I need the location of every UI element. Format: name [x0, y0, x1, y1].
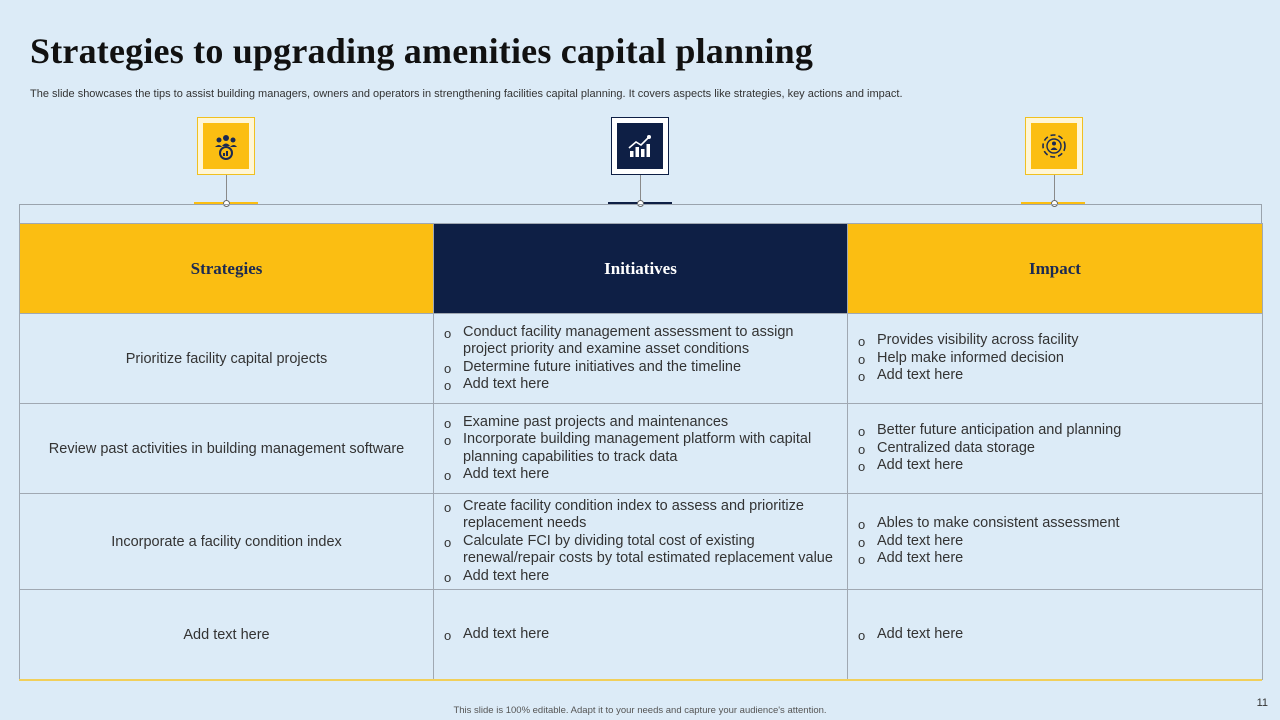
target-person-icon	[1039, 131, 1069, 161]
chart-growth-icon-box	[611, 117, 669, 175]
initiatives-cell	[434, 590, 848, 680]
table-bottom-accent	[19, 679, 1262, 681]
initiative-item: o Conduct facility management assessment to assign project priority and examine asset conditions	[444, 324, 835, 359]
initiatives-cell	[434, 314, 848, 404]
impact-item: o Better future anticipation and planning	[858, 422, 1250, 440]
team-growth-icon-box	[197, 117, 255, 175]
target-person-icon-box	[1025, 117, 1083, 175]
initiative-item: o Examine past projects and maintenances	[444, 414, 835, 432]
initiative-item: o Calculate FCI by dividing total cost of existing renewal/repair costs by total estimated replacement value	[444, 533, 835, 568]
initiative-item: o Add text here	[444, 626, 835, 644]
impact-item: o Provides visibility across facility	[858, 332, 1250, 350]
impact-cell	[848, 494, 1263, 590]
impact-item: o Add text here	[858, 457, 1250, 475]
impact-item: o Help make informed decision	[858, 350, 1250, 368]
initiative-item: o Incorporate building management platform with capital planning capabilities to track data	[444, 431, 835, 466]
slide-title: Strategies to upgrading amenities capital planning	[30, 31, 814, 71]
impact-item: o Centralized data storage	[858, 440, 1250, 458]
strategy-cell: Incorporate a facility condition index	[20, 494, 434, 590]
table-row	[20, 404, 1263, 494]
impact-cell	[848, 314, 1263, 404]
initiative-item: o Add text here	[444, 568, 835, 586]
impact-cell	[848, 404, 1263, 494]
table-row	[20, 494, 1263, 590]
initiative-item: o Add text here	[444, 466, 835, 484]
impact-item: o Add text here	[858, 533, 1250, 551]
header-impact: Impact	[848, 224, 1263, 314]
impact-cell	[848, 590, 1263, 680]
initiative-item: o Create facility condition index to assess and prioritize replacement needs	[444, 498, 835, 533]
header-strategies: Strategies	[20, 224, 434, 314]
team-growth-icon	[211, 131, 241, 161]
strategy-cell: Add text here	[20, 590, 434, 680]
table-row	[20, 314, 1263, 404]
strategy-cell: Review past activities in building management software	[20, 404, 434, 494]
initiative-item: o Add text here	[444, 376, 835, 394]
initiatives-cell	[434, 494, 848, 590]
impact-item: o Add text here	[858, 626, 1250, 644]
impact-item: o Add text here	[858, 550, 1250, 568]
strategy-cell: Prioritize facility capital projects	[20, 314, 434, 404]
slide-footer: This slide is 100% editable. Adapt it to your needs and capture your audience's attention.	[453, 705, 827, 716]
impact-item: o Add text here	[858, 367, 1250, 385]
initiative-item: o Determine future initiatives and the timeline	[444, 359, 835, 377]
initiatives-cell	[434, 404, 848, 494]
table-row	[20, 590, 1263, 680]
strategies-table	[19, 223, 1263, 680]
page-number: 11	[1256, 697, 1268, 709]
header-initiatives: Initiatives	[434, 224, 848, 314]
slide-subtitle: The slide showcases the tips to assist building managers, owners and operators in strengthening facilities capital planning. It covers aspects like strategies, key actions and impact.	[30, 88, 903, 100]
chart-growth-icon	[625, 131, 655, 161]
impact-item: o Ables to make consistent assessment	[858, 515, 1250, 533]
table-frame	[19, 204, 1262, 224]
